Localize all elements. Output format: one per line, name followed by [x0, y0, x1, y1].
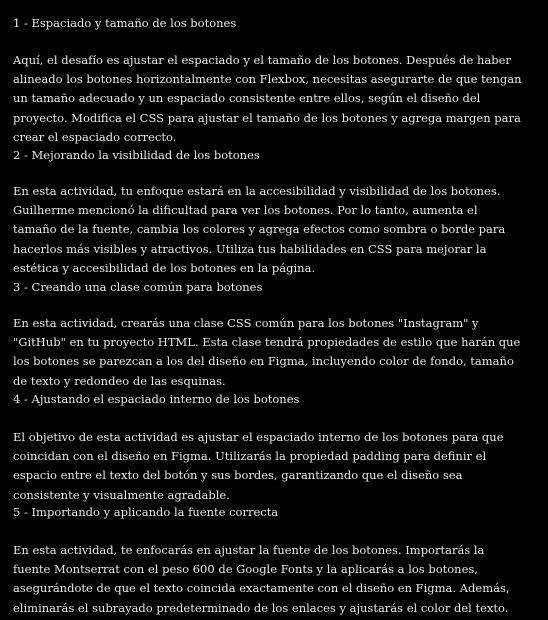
- section-3-heading: 3 - Creando una clase común para botones: [13, 280, 263, 294]
- section-2-heading: 2 - Mejorando la visibilidad de los botones: [13, 148, 260, 162]
- section-4-body: El objetivo de esta actividad es ajustar el espaciado interno de los botones para que coincidan con el diseño en Figma. Utilizarás la propiedad padding para definir el espacio entre el texto del botón y sus bordes, garantizando que el diseño sea consistente y visualmente agradable.: [13, 430, 504, 502]
- section-1-heading: 1 - Espaciado y tamaño de los botones: [13, 16, 237, 30]
- section-5-body: En esta actividad, te enfocarás en ajustar la fuente de los botones. Importarás la fuente Montserrat con el peso 600 de Google Fonts y la aplicarás a los botones, asegurándote de que el texto coincida exactamente con el diseño en Figma. Además, eliminarás el subrayado predeterminado de los enlaces y ajustarás el color del texto.: [13, 543, 510, 615]
- section-1-body: Aquí, el desafío es ajustar el espaciado y el tamaño de los botones. Después de haber alineado los botones horizontalmente con Flexbox, necesitas asegurarte de que tengan un tamaño adecuado y un espaciado consistente entre ellos, según el diseño del proyecto. Modifica el CSS para ajustar el tamaño de los botones y agrega margen para crear el espaciado correcto.: [13, 53, 522, 144]
- section-4-heading: 4 - Ajustando el espaciado interno de los botones: [13, 392, 300, 406]
- section-5-heading: 5 - Importando y aplicando la fuente correcta: [13, 505, 279, 519]
- section-2-body: En esta actividad, tu enfoque estará en la accesibilidad y visibilidad de los botones. Guilherme mencionó la dificultad para ver los botones. Por lo tanto, aumenta el tamaño de la fuente, cambia los colores y agrega efectos como sombra o borde para hacerlos más visibles y atractivos. Utiliza tus habilidades en CSS para mejorar la estética y accesibilidad de los botones en la página.: [13, 184, 506, 275]
- section-3-body: En esta actividad, crearás una clase CSS común para los botones "Instagram" y "GitHub" en tu proyecto HTML. Esta clase tendrá propiedades de estilo que harán que los botones se parezcan a los del diseño en Figma, incluyendo color de fondo, tamaño de texto y redondeo de las esquinas.: [13, 316, 521, 388]
